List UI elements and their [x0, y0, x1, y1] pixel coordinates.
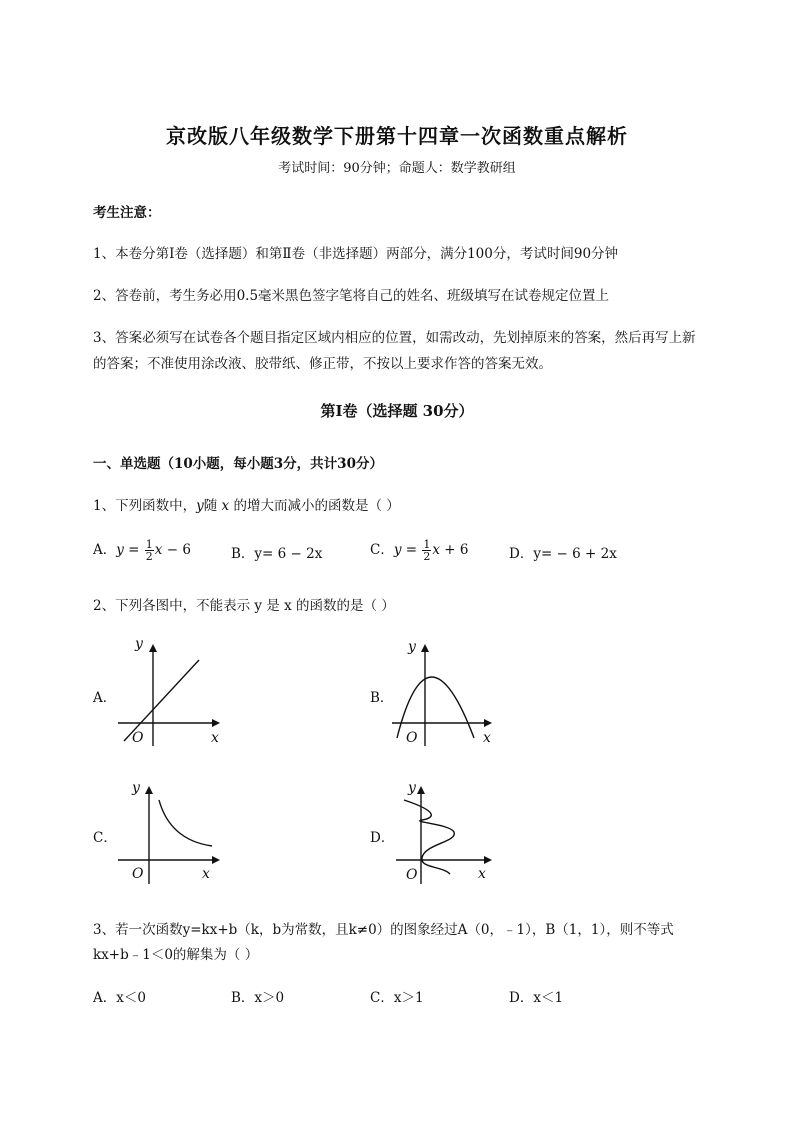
q1-option-d[interactable]: D．y= − 6 + 2x: [509, 546, 617, 562]
q2-option-c-label[interactable]: C．: [93, 830, 117, 846]
parabola-graph: [397, 677, 474, 738]
q3-option-a[interactable]: A．x＜0: [93, 990, 146, 1006]
y-axis-arrow: [417, 786, 425, 794]
q1-option-a[interactable]: A．y = $\frac{1}{2}$ x − 6: [93, 538, 191, 563]
q2-graph-c[interactable]: [112, 776, 227, 886]
y-axis-label: y: [135, 636, 143, 652]
x-axis-arrow: [484, 856, 492, 864]
y-axis-arrow: [421, 644, 429, 652]
non-function-curve: [404, 800, 454, 874]
q3-stem-line2: kx+b﹣1＜0的解集为（ ）: [93, 947, 259, 963]
origin-label: O: [132, 730, 144, 746]
notice-item-3: 3、答案必须写在试卷各个题目指定区域内相应的位置，如需改动，先划掉原来的答案，然后再写上新: [93, 330, 696, 346]
notice-item-1: 1、本卷分第I卷（选择题）和第Ⅱ卷（非选择题）两部分，满分100分，考试时间90分钟: [93, 246, 619, 262]
q2-stem: 2、下列各图中，不能表示 y 是 x 的函数的是（ ）: [93, 598, 395, 614]
notice-heading: 考生注意：: [93, 205, 161, 221]
q3-option-c[interactable]: C．x＞1: [370, 990, 424, 1006]
x-axis-arrow: [212, 856, 220, 864]
x-axis-arrow: [484, 719, 492, 727]
origin-label: O: [406, 867, 418, 883]
q1-stem: 1、下列函数中，y随 x 的增大而减小的函数是（ ）: [93, 498, 400, 514]
q1-option-c[interactable]: C．y = $\frac{1}{2}$ x + 6: [370, 538, 469, 563]
exam-info: 考试时间：90分钟；命题人：数学教研组: [278, 161, 516, 176]
x-axis-label: x: [483, 730, 491, 746]
y-axis-arrow: [149, 644, 157, 652]
x-axis-arrow: [212, 719, 220, 727]
q2-option-d-label[interactable]: D．: [370, 830, 395, 846]
x-axis-label: x: [202, 866, 210, 882]
hyperbola-graph: [159, 800, 212, 846]
q3-option-b[interactable]: B．x＞0: [231, 990, 285, 1006]
y-axis-label: y: [408, 639, 416, 655]
x-axis-label: x: [211, 730, 219, 746]
section-title: 第I卷（选择题 30分）: [320, 402, 474, 420]
notice-item-3-cont: 的答案；不准使用涂改液、胶带纸、修正带，不按以上要求作答的答案无效。: [93, 356, 552, 372]
y-axis-label: y: [132, 780, 140, 796]
notice-item-2: 2、答卷前，考生务必用0.5毫米黑色签字笔将自己的姓名、班级填写在试卷规定位置上: [93, 288, 610, 304]
q2-option-a-label[interactable]: A．: [93, 690, 117, 706]
q2-graph-d[interactable]: [390, 776, 505, 886]
fraction: $\frac{1}{2}$: [423, 538, 431, 563]
page-title: 京改版八年级数学下册第十四章一次函数重点解析: [166, 124, 628, 148]
q2-graph-b[interactable]: [390, 634, 505, 749]
x-axis-label: x: [478, 866, 486, 882]
q3-stem-line1: 3、若一次函数y=kx+b（k，b为常数，且k≠0）的图象经过A（0，﹣1），B（1，1），则不等式: [93, 922, 674, 938]
q3-option-d[interactable]: D．x＜1: [509, 990, 564, 1006]
origin-label: O: [406, 730, 418, 746]
q1-option-b[interactable]: B．y= 6 − 2x: [231, 546, 323, 562]
y-axis-label: y: [408, 780, 416, 796]
q2-graph-a[interactable]: [112, 634, 227, 749]
origin-label: O: [132, 866, 144, 882]
part-heading: 一、单选题（10小题，每小题3分，共计30分）: [93, 456, 383, 472]
line-graph: [124, 660, 199, 741]
q2-option-b-label[interactable]: B．: [370, 690, 394, 706]
fraction: $\frac{1}{2}$: [145, 538, 153, 563]
y-axis-arrow: [145, 786, 153, 794]
